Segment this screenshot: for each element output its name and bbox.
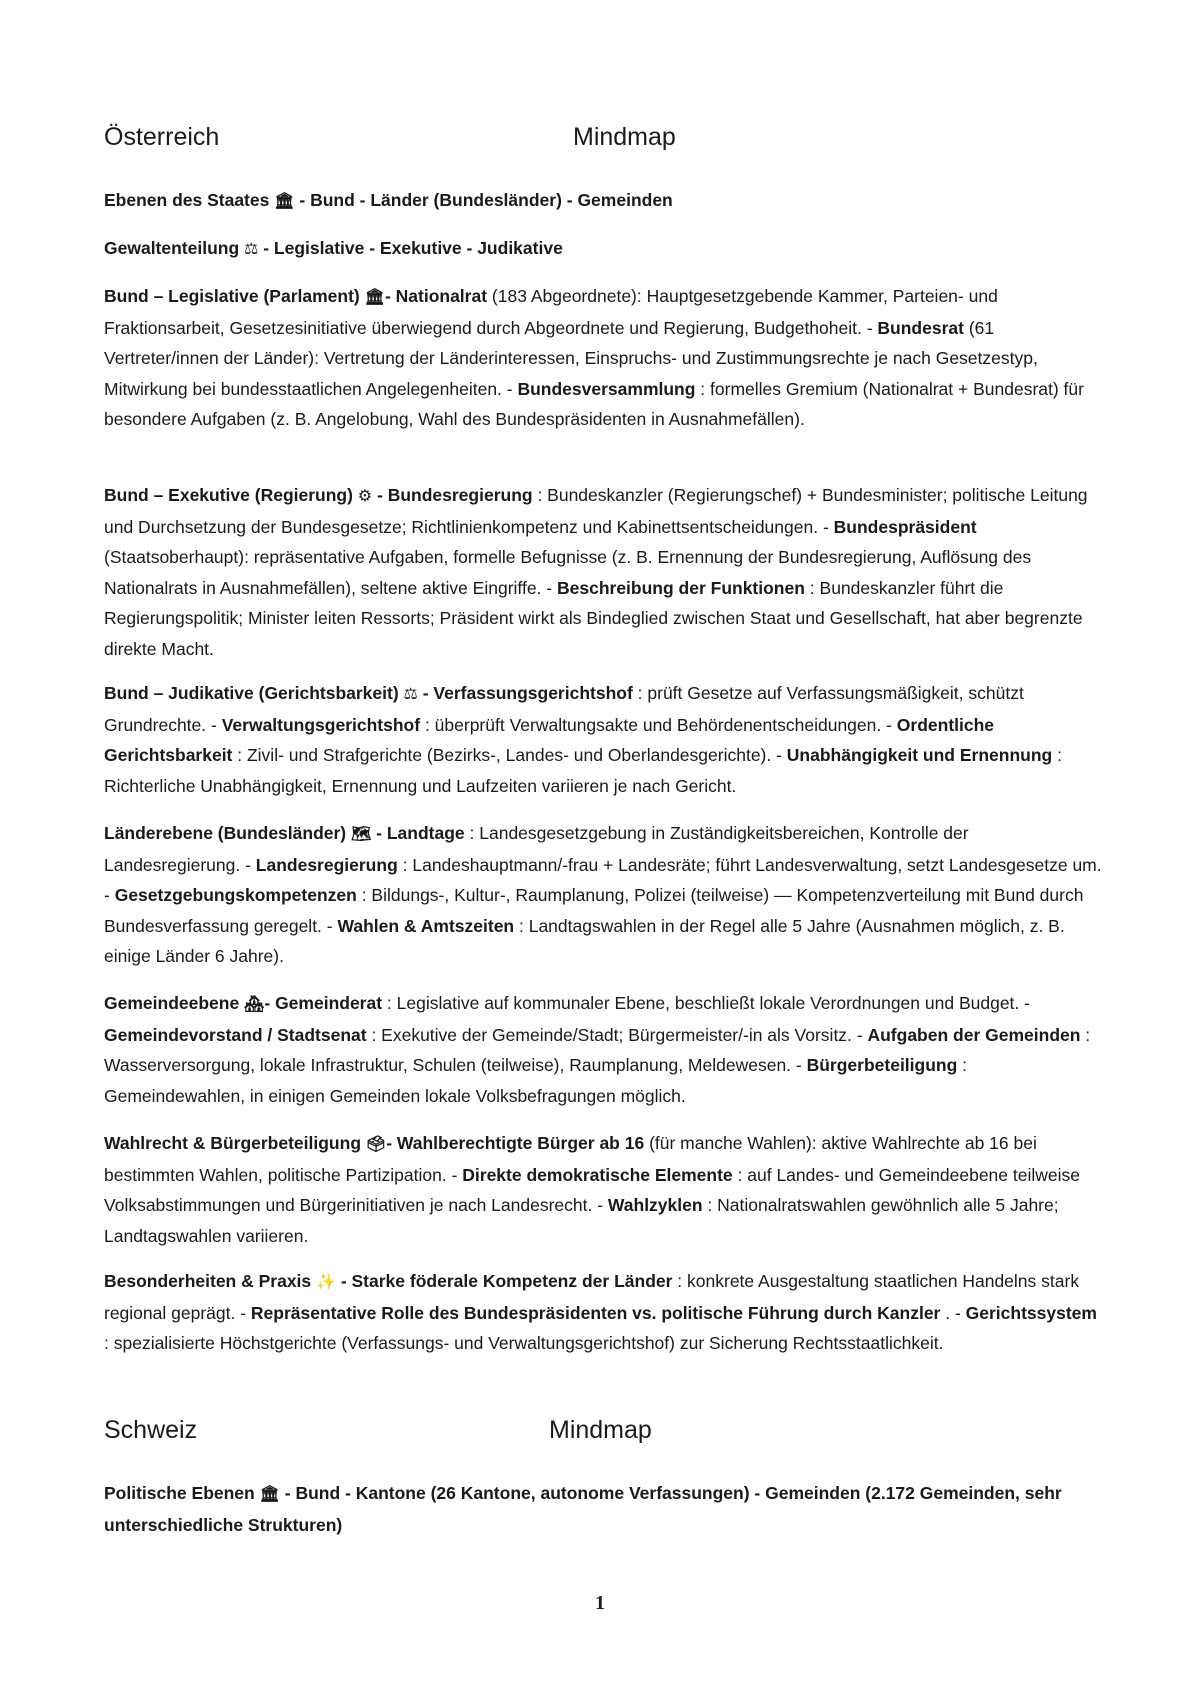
body-text: (Staatsoberhaupt): repräsentative Aufgaben, formelle Befugnisse (z. B. Ernennung der Bundesregierung, Auflösung des Nationalrats in Ausnahmefällen), seltene aktive Eingriffe. -	[104, 547, 1032, 598]
section-wahlrecht	[104, 1128, 1104, 1251]
body-text: : Bundeskanzler (Regierungschef) + Bundesminister; politische Leitung und Durchsetzung der Bundesgesetze; Richtlinienkompetenz und Kabinettsentscheidungen. -	[104, 485, 1088, 537]
bold-text: Bund – Exekutive (Regierung)	[104, 485, 358, 505]
body-text: : Gemeindewahlen, in einigen Gemeinden lokale Volksbefragungen möglich.	[104, 1055, 968, 1106]
austria-title: Österreich	[104, 123, 220, 151]
section-judikative	[104, 678, 1104, 801]
bold-text: - Verfassungsgerichtshof	[417, 683, 633, 703]
body-text: : Wasserversorgung, lokale Infrastruktur, Schulen (teilweise), Raumplanung, Meldewesen. -	[104, 1024, 1091, 1076]
section-politische-ebenen	[104, 1478, 1104, 1540]
bold-text: Länderebene (Bundesländer)	[104, 823, 351, 843]
body-text: : Zivil- und Strafgerichte (Bezirks-, Landes- und Oberlandesgerichte). -	[232, 745, 787, 766]
emoji-icon: 🏛	[364, 287, 385, 306]
bold-text: Bundespräsident	[833, 516, 977, 537]
body-text: : Bildungs-, Kultur-, Raumplanung, Polizei (teilweise) — Kompetenzverteilung mit Bund durch Bundesverfassung geregelt. -	[104, 885, 1084, 936]
bold-text: Gerichtssystem	[965, 1302, 1097, 1323]
bold-text: Ordentliche Gerichtsbarkeit	[104, 714, 995, 766]
section-exekutive	[104, 480, 1104, 665]
section-gewaltenteilung	[104, 233, 1104, 265]
body-text: : spezialisierte Höchstgerichte (Verfassungs- und Verwaltungsgerichtshof) zur Sicherung Rechtsstaatlichkeit.	[104, 1333, 944, 1354]
bold-text: - Bund - Kantone (26 Kantone, autonome Verfassungen) - Gemeinden (2.172 Gemeinden, sehr unterschiedliche Strukturen)	[104, 1483, 1062, 1535]
bold-text: Bund – Legislative (Parlament)	[104, 286, 365, 306]
bold-text: Gesetzgebungskompetenzen	[114, 885, 357, 906]
body-text: : formelles Gremium (Nationalrat + Bundesrat) für besondere Aufgaben (z. B. Angelobung, Wahl des Bundespräsidenten in Ausnahmefällen).	[104, 378, 1084, 430]
body-text: : auf Landes- und Gemeindeebene teilweise Volksabstimmungen und Bürgerinitiativen je nach Landesrecht. -	[104, 1164, 1080, 1216]
body-text: : Richterliche Unabhängigkeit, Ernennung und Laufzeiten variieren je nach Gericht.	[104, 745, 1062, 796]
bold-text: Unabhängigkeit und Ernennung	[786, 745, 1053, 766]
body-text: : Nationalratswahlen gewöhnlich alle 5 Jahre; Landtagswahlen variieren.	[104, 1195, 1059, 1246]
body-text: : konkrete Ausgestaltung staatlichen Handelns stark regional geprägt. -	[104, 1271, 1080, 1323]
bold-text: - Bund - Länder (Bundesländer) - Gemeinden	[294, 190, 673, 210]
emoji-icon: ✨	[316, 1272, 336, 1291]
bold-text: Gewaltenteilung	[104, 238, 245, 258]
bold-text: Bürgerbeteiligung	[806, 1055, 958, 1076]
section-besonderheiten	[104, 1266, 1104, 1359]
bold-text: Gemeindevorstand / Stadtsenat	[104, 1024, 367, 1045]
emoji-icon: 🗳	[365, 1134, 387, 1153]
bold-text: Verwaltungsgerichtshof	[221, 714, 421, 735]
bold-text: Gemeindeebene	[104, 993, 245, 1013]
bold-text: Bundesrat	[877, 317, 964, 338]
bold-text: - Starke föderale Kompetenz der Länder	[335, 1271, 673, 1291]
bold-text: Besonderheiten & Praxis	[104, 1271, 317, 1291]
bold-text: Beschreibung der Funktionen	[556, 577, 805, 598]
body-text: . -	[940, 1302, 966, 1323]
austria-mindmap-label: Mindmap	[573, 123, 676, 151]
body-text: : Exekutive der Gemeinde/Stadt; Bürgermeister/-in als Vorsitz. -	[366, 1024, 868, 1045]
switzerland-mindmap-label: Mindmap	[549, 1416, 652, 1444]
bold-text: - Gemeinderat	[264, 993, 383, 1013]
section-legislative	[104, 281, 1104, 435]
bold-text: Aufgaben der Gemeinden	[867, 1024, 1081, 1045]
bold-text: Bundesversammlung	[517, 378, 696, 399]
body-text: (183 Abgeordnete): Hauptgesetzgebende Kammer, Parteien- und Fraktionsarbeit, Gesetzesinitiative überwiegend durch Abgeordnete und Regierung, Budgethoheit. -	[104, 286, 998, 338]
emoji-icon: ⚙	[357, 486, 373, 505]
emoji-icon: 🏘	[244, 994, 265, 1013]
body-text: : Bundeskanzler führt die Regierungspolitik; Minister leiten Ressorts; Präsident wirkt als Bindeglied zwischen Staat und Gesellschaft, hat aber begrenzte direkte Macht.	[104, 577, 1083, 659]
body-text: : Landtagswahlen in der Regel alle 5 Jahre (Ausnahmen möglich, z. B. einige Länder 6 Jahre).	[104, 915, 1065, 967]
bold-text: Wahlrecht & Bürgerbeteiligung	[104, 1133, 366, 1153]
bold-text: Ebenen des Staates	[104, 190, 275, 210]
emoji-icon: 🗺	[351, 824, 372, 843]
bold-text: Politische Ebenen	[104, 1483, 260, 1503]
page-number: 1	[595, 1592, 605, 1614]
emoji-icon: ⚖	[244, 239, 259, 258]
emoji-icon: 🏛	[274, 191, 295, 210]
bold-text: - Wahlberechtigte Bürger ab 16	[386, 1133, 645, 1153]
body-text: (für manche Wahlen): aktive Wahlrechte ab 16 bei bestimmten Wahlen, politische Partizipation. -	[104, 1133, 1037, 1185]
emoji-icon: ⚖	[403, 684, 418, 703]
body-text: : Landeshauptmann/-frau + Landesräte; führt Landesverwaltung, setzt Landesgesetze um. -	[104, 854, 1102, 906]
body-text: : überprüft Verwaltungsakte und Behördenentscheidungen. -	[420, 714, 897, 735]
section-laender	[104, 818, 1104, 972]
bold-text: - Nationalrat	[384, 286, 488, 306]
bold-text: - Bundesregierung	[372, 485, 533, 505]
emoji-icon: 🏛	[259, 1484, 280, 1503]
body-text: : Landesgesetzgebung in Zuständigkeitsbereichen, Kontrolle der Landesregierung. -	[104, 823, 969, 875]
bold-text: Landesregierung	[255, 854, 398, 875]
body-text: : Legislative auf kommunaler Ebene, beschließt lokale Verordnungen und Budget. -	[382, 993, 1030, 1013]
body-text: : prüft Gesetze auf Verfassungsmäßigkeit, schützt Grundrechte. -	[104, 683, 1024, 735]
bold-text: - Landtage	[371, 823, 465, 843]
bold-text: Bund – Judikative (Gerichtsbarkeit)	[104, 683, 404, 703]
body-text: (61 Vertreter/innen der Länder): Vertretung der Länderinteressen, Einspruchs- und Zustimmungsrechte je nach Gesetzestyp, Mitwirkung bei bundesstaatlichen Angelegenheiten. -	[104, 317, 1038, 399]
switzerland-title: Schweiz	[104, 1416, 198, 1444]
section-ebenen	[104, 185, 1104, 217]
bold-text: - Legislative - Exekutive - Judikative	[258, 238, 563, 258]
bold-text: Direkte demokratische Elemente	[462, 1164, 733, 1185]
bold-text: Wahlen & Amtszeiten	[337, 915, 515, 936]
bold-text: Repräsentative Rolle des Bundespräsidenten vs. politische Führung durch Kanzler	[250, 1302, 941, 1323]
bold-text: Wahlzyklen	[607, 1195, 703, 1216]
section-gemeinden	[104, 988, 1104, 1111]
